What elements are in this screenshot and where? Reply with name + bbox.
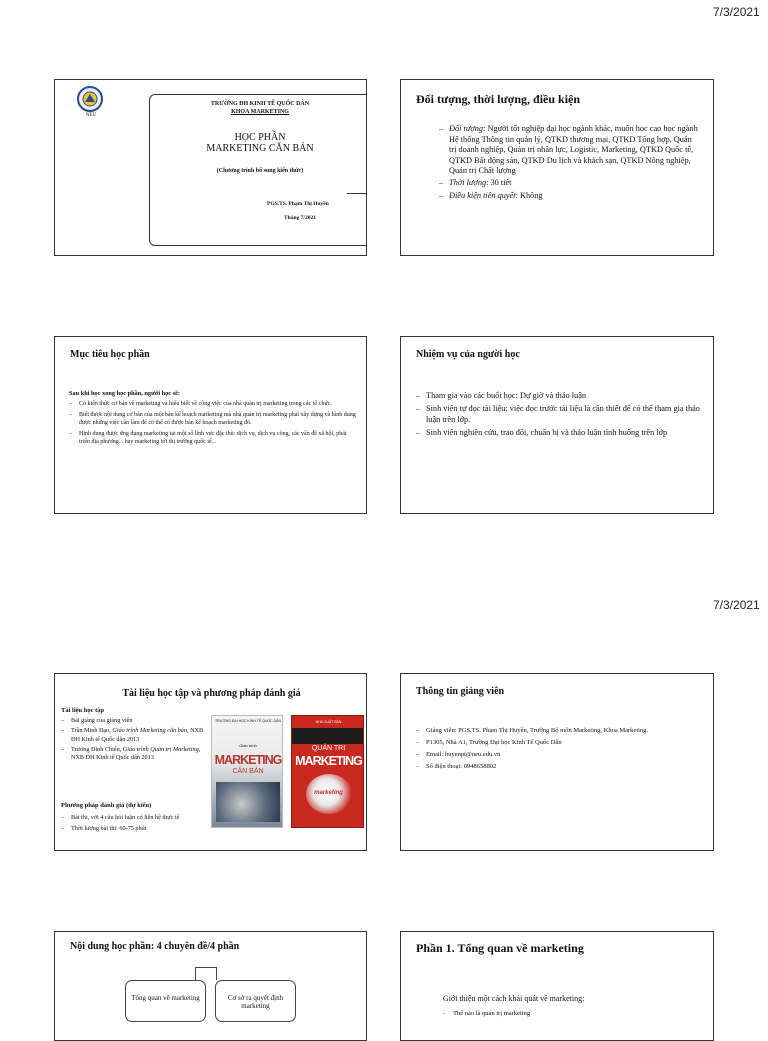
item-label: Thời lượng <box>449 177 487 187</box>
list-item: – Thời lượng bài thi: 60-75 phút <box>61 824 231 833</box>
topic-box-overview <box>125 980 206 1022</box>
list-item: – Tham gia vào các buổi học: Dự giờ và thảo luận <box>416 390 708 401</box>
list-item: – Có kiến thức cơ bản về marketing và hiểu biết về công việc của nhà quản trị marketing trong các tổ chức. <box>69 400 359 408</box>
item-text: : Người tốt nghiệp đại học ngành khác, muốn học cao học ngành Hệ thống Thông tin quản lý, QTKD thương mại, QTKD Tổng hợp, Quản trị doanh nghiệp, Quản trị nhân lực, Logistic, Marketing, QTKD Quốc tế, QTKD Bất động sản, QTKD Du lịch và khách sạn, QTKD Nông nghiệp, Quản trị Chất lượng <box>449 124 698 175</box>
slide-heading: Tài liệu học tập và phương pháp đánh giá <box>122 688 301 699</box>
slide-heading: Nhiệm vụ của người học <box>416 349 520 360</box>
logo-emblem-icon <box>79 88 101 110</box>
textbook-cover-marketing-can-ban <box>211 715 283 828</box>
faculty-name: KHOA MARKETING <box>231 109 289 115</box>
slide-instructor-info <box>400 673 714 851</box>
slide-audience <box>400 79 714 256</box>
slide-heading: Nội dung học phần: 4 chuyên đề/4 phần <box>70 941 240 952</box>
list-item: – Sinh viên nghiên cứu, trao đổi, chuẩn bị và thảo luận tình huống trên lớp <box>416 427 708 438</box>
book-subtitle: marketing <box>314 790 343 796</box>
list-item: – P1305, Nhà A1, Trường Đại học Kinh Tế Quốc Dân <box>416 738 710 747</box>
objectives-list <box>69 400 359 446</box>
material-author: Trần Minh Đạo, <box>71 727 113 735</box>
university-name: TRƯỜNG ĐH KINH TẾ QUỐC DÂN <box>210 101 310 107</box>
list-item: – Biết được nội dung cơ bản của một bản kế hoạch marketing mà nhà quản trị marketing phải xây dựng và hình dung được những việc cần làm để có thể có được bản kế hoạch marketing đó. <box>69 411 359 427</box>
materials-heading: Tài liệu học tập <box>61 707 105 714</box>
item-label: Đối tượng <box>449 124 484 133</box>
course-title-line1: HỌC PHẦN <box>234 132 286 143</box>
slide-heading: Phần 1. Tổng quan về marketing <box>416 941 584 955</box>
list-item <box>439 191 701 202</box>
diagram-connector <box>195 967 217 980</box>
book-subtitle: CĂN BẢN <box>232 768 264 775</box>
book-label: Giáo trình <box>239 743 257 748</box>
item-text: : 30 tiết <box>486 177 512 187</box>
title-right-line <box>347 193 367 194</box>
item-text: : Không <box>515 191 543 200</box>
material-title: Giáo trình Quản trị Marketing <box>122 745 199 753</box>
book-cover-image <box>216 782 280 822</box>
topic-label: Cơ sở ra quyết định marketing <box>227 994 284 1010</box>
list-item <box>439 124 701 177</box>
list-item: – Giảng viên: PGS.TS. Phạm Thị Huyền, Trưởng Bộ môn Marketing, Khoa Marketing. <box>416 726 710 735</box>
objectives-intro: Sau khi học xong học phần, người học sẽ: <box>69 390 181 397</box>
logo-text: NEU <box>85 113 97 118</box>
book-publisher: NHÀ XUẤT BẢN <box>315 720 342 724</box>
topic-label: Tổng quan về marketing <box>131 994 200 1002</box>
material-text: Bài giảng của giảng viên <box>71 717 133 724</box>
list-item: – Hình dung được ứng dụng marketing tại một số lĩnh vực đặc thù: dịch vụ, dịch vụ công, các vấn đề xã hội, phát triển địa phương... hay marketing tới thị trường quốc tế... <box>69 430 359 446</box>
list-item <box>61 746 209 763</box>
list-item: – Số điện thoại: 0948658802 <box>416 762 710 771</box>
assessment-list <box>61 813 231 833</box>
university-logo <box>77 86 103 112</box>
material-publisher: , NXB ĐH Kinh tế Quốc dân 2013 <box>71 745 201 762</box>
slide-part1 <box>400 931 714 1041</box>
slide-heading: Đối tượng, thời lượng, điều kiện <box>416 92 581 106</box>
course-title-line2: MARKETING CĂN BẢN <box>206 143 314 154</box>
course-subtitle: (Chương trình bổ sung kiến thức) <box>216 168 304 174</box>
book-label: QUẢN TRỊ <box>311 745 346 752</box>
instructor-list <box>416 726 710 771</box>
list-item: - Thế nào là quản trị marketing <box>443 1009 693 1018</box>
list-item: – Sinh viên tự đọc tài liệu: việc đọc trước tài liệu là cần thiết để có thể tham gia thảo luận trên lớp. <box>416 403 708 425</box>
part1-list <box>443 1009 693 1018</box>
book-header-band <box>292 728 364 744</box>
material-publisher: , NXB ĐH Kinh tế Quốc dân 2013 <box>71 727 204 743</box>
topic-box-decision-basis <box>215 980 296 1022</box>
materials-list <box>61 717 209 762</box>
duties-list <box>416 390 708 438</box>
slide-title <box>54 79 367 256</box>
book-title: MARKETING <box>214 753 282 767</box>
slide-date: 7/3/2021 <box>713 5 760 19</box>
slide-course-content <box>54 931 367 1041</box>
course-month: Tháng 7/2021 <box>284 215 316 221</box>
material-title: Giáo trình Marketing căn bản <box>112 727 187 735</box>
list-item <box>61 727 209 744</box>
slide-materials <box>54 673 367 851</box>
list-item: – Email: huyenpt@neu.edu.vn <box>416 750 710 759</box>
list-item: – Bài thi, với 4 câu hỏi luận có liên hệ thực tế <box>61 813 231 822</box>
slide-heading: Mục tiêu học phần <box>70 349 150 360</box>
list-item <box>61 717 209 725</box>
slide-heading: Thông tin giảng viên <box>416 686 505 697</box>
book-title: MARKETING <box>295 754 362 768</box>
textbook-cover-quan-tri-marketing <box>291 715 364 828</box>
audience-list <box>439 124 701 202</box>
material-author: Trương Đình Chiến, <box>71 745 123 753</box>
book-publisher: TRƯỜNG ĐẠI HỌC KINH TẾ QUỐC DÂN <box>214 719 281 723</box>
slide-objectives <box>54 336 367 514</box>
assessment-heading: Phương pháp đánh giá (dự kiến) <box>61 802 152 809</box>
slide-date: 7/3/2021 <box>713 598 760 612</box>
slide-learner-duties <box>400 336 714 514</box>
item-label: Điều kiện tiên quyết <box>449 191 516 200</box>
part1-intro: Giới thiệu một cách khái quát về marketing: <box>443 994 585 1003</box>
author-name: PGS.TS. Phạm Thị Huyền <box>267 201 329 207</box>
list-item <box>439 178 701 189</box>
